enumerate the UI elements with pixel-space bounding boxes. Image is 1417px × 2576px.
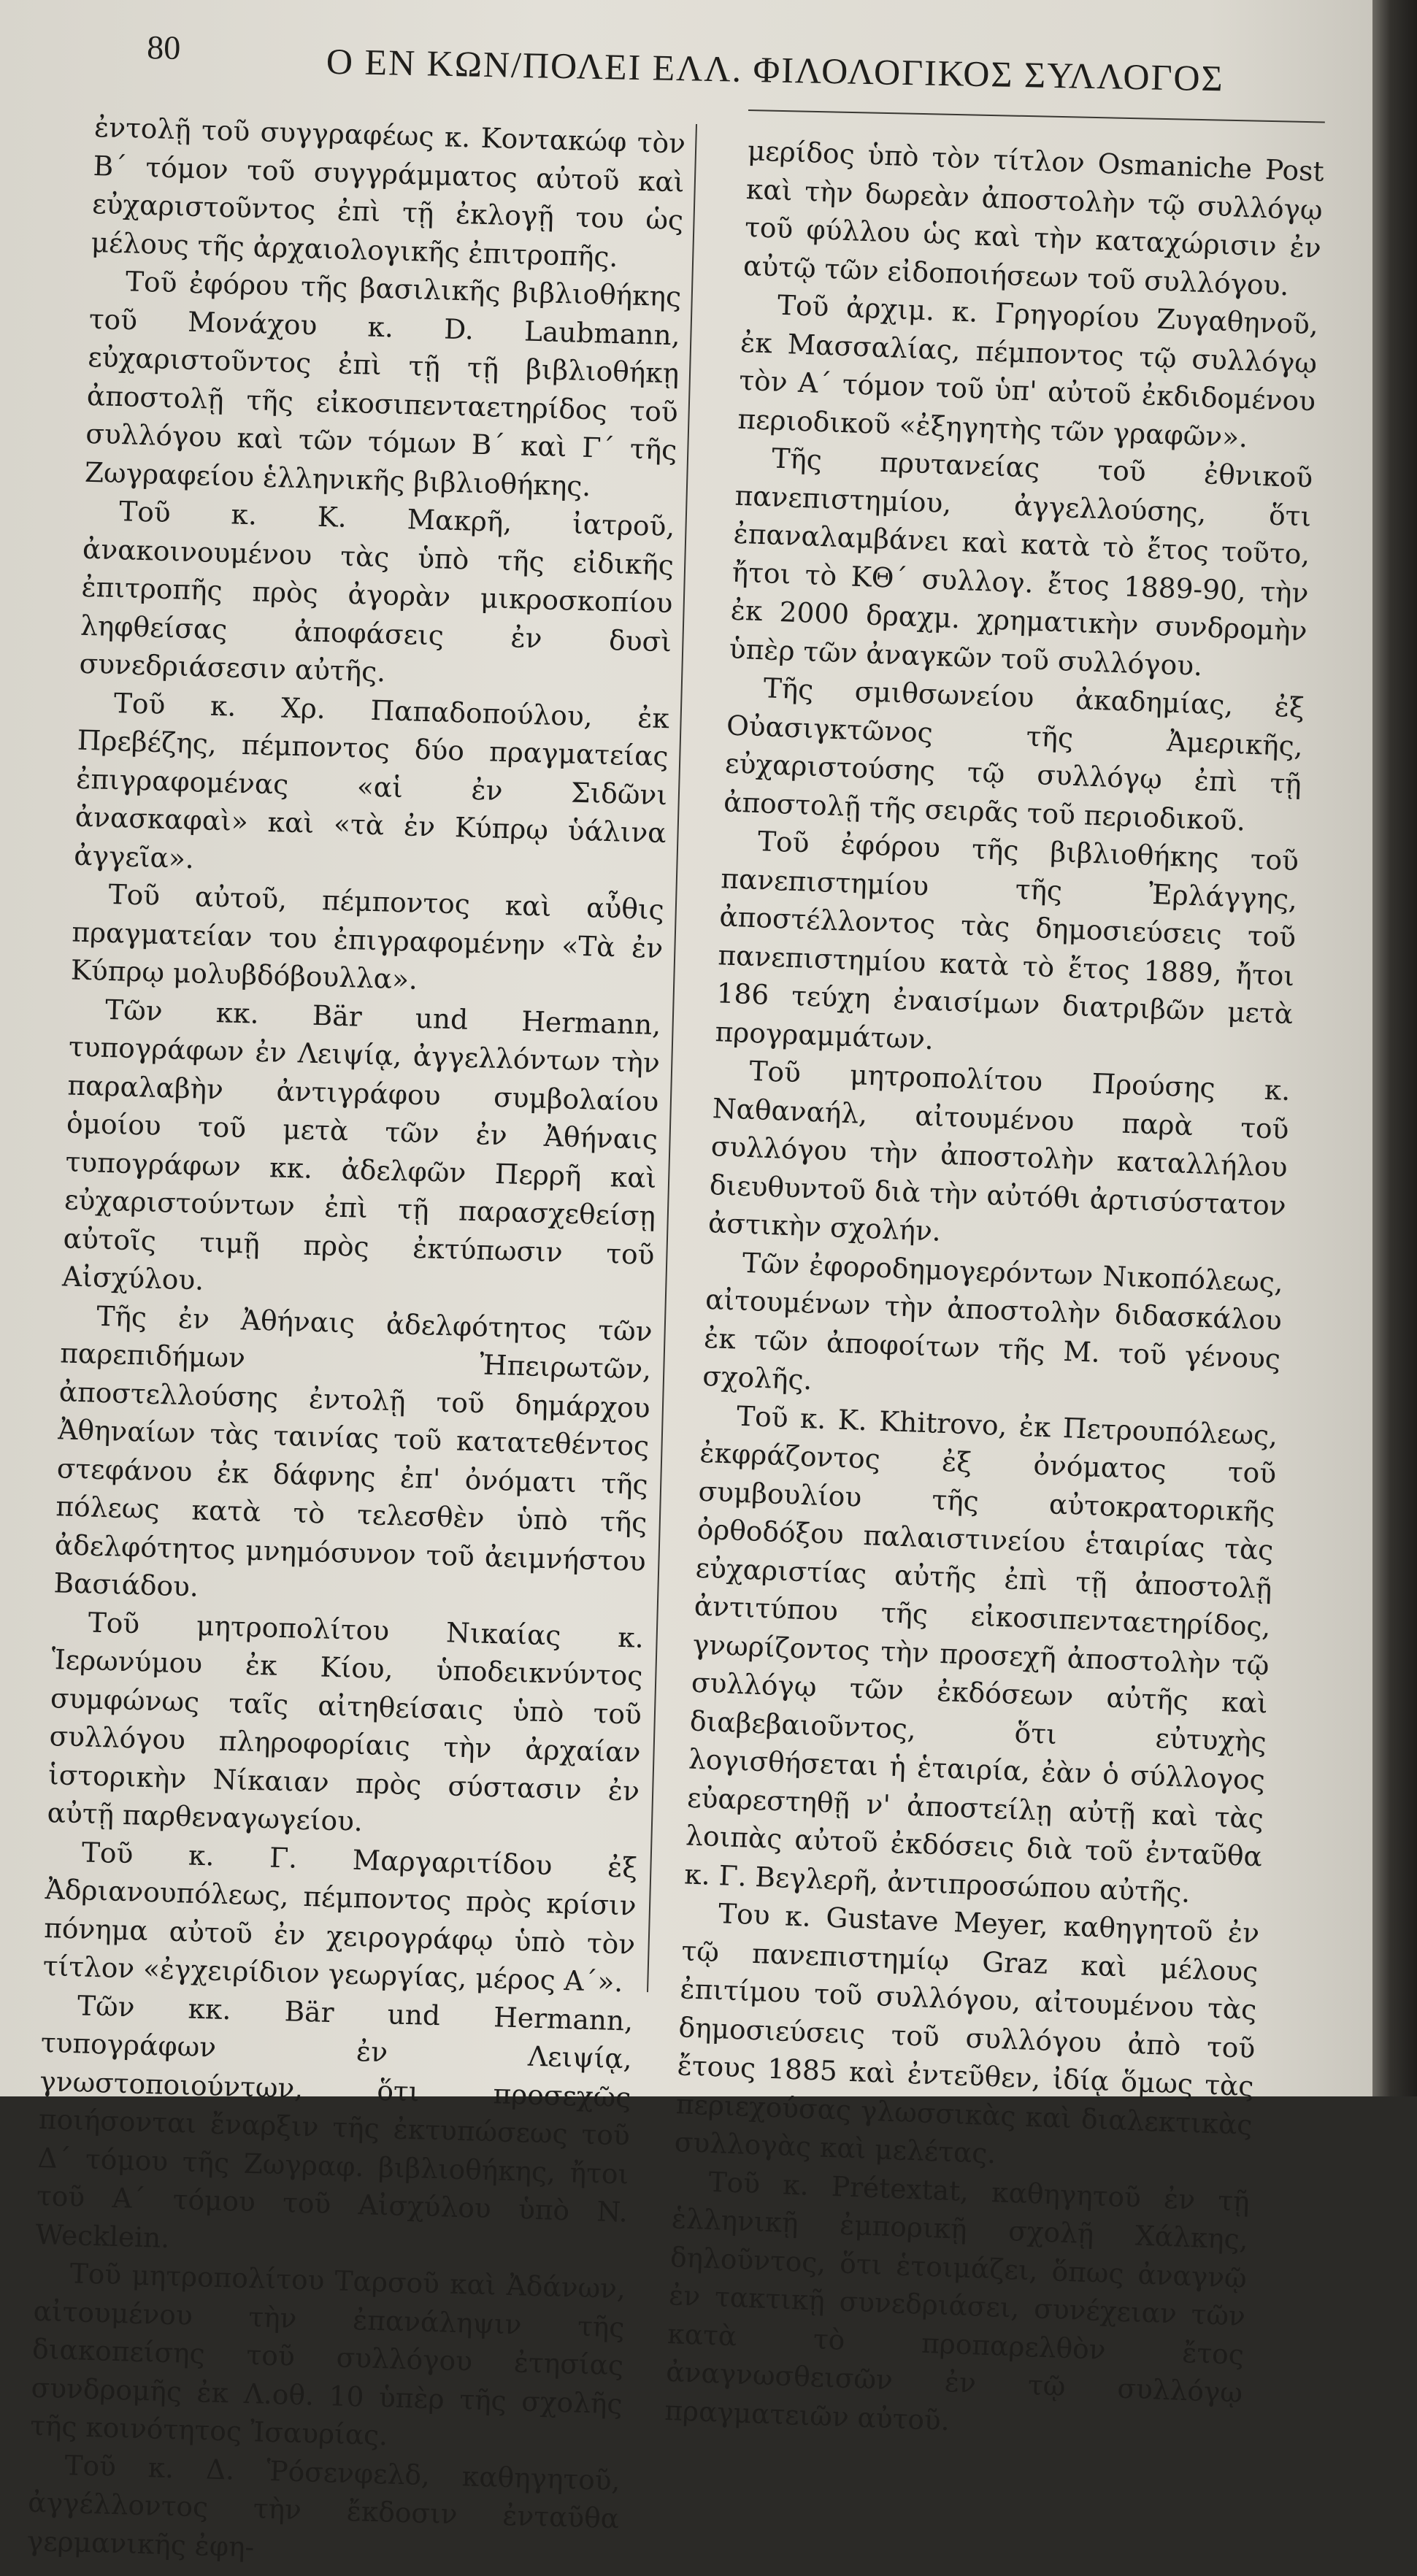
paragraph: Τοῦ κ. Κ. Khitrovo, ἐκ Πετρουπόλεως, ἐκφράζοντος ἐξ ὀνόματος τοῦ συμβουλίου τῆς αὐτοκρατορικῆς ὀρθοδόξου παλαιστινείου ἑταιρίας τὰς εὐχαριστίας αὐτῆς ἐπὶ τῇ ἀποστολῇ ἀντιτύπου τῆς εἰκοσιπενταετηρίδος, γνωρίζοντος τὴν προσεχῆ ἀποστολὴν τῷ συλλόγῳ τῶν ἐκδόσεων αὐτῆς καὶ διαβεβαιοῦντος, ὅτι εὐτυχὴς λογισθήσεται ἡ ἑταιρία, ἐὰν ὁ σύλλογος εὐαρεστηθῇ ν' ἀποστείλῃ αὐτῇ καὶ τὰς λοιπὰς αὐτοῦ ἐκδόσεις διὰ τοῦ ἐνταῦθα κ. Γ. Βεγλερῆ, ἀντιπροσώπου αὐτῆς. bbox=[683, 1399, 1278, 1909]
paragraph: Του κ. Gustave Meyer, καθηγητοῦ ἐν τῷ πανεπιστημίῳ Graz καὶ μέλους ἐπιτίμου τοῦ συλλόγου, αἰτουμένου τὰς δημοσιεύσεις τοῦ συλλόγου ἀπὸ τοῦ ἔτους 1885 καὶ ἐντεῦθεν, ἰδίᾳ ὅμως τὰς περιεχούσας γλωσσικὰς καὶ διαλεκτικὰς συλλογὰς καὶ μελέτας. bbox=[674, 1897, 1260, 2170]
paragraph: Τοῦ μητροπολίτου Νικαίας κ. Ἱερωνύμου ἐκ Κίου, ὑποδεικνύντος συμφώνως ταῖς αἰτηθείσαις ὑπὸ τοῦ συλλόγου πληροφορίαις τὴν ἀρχαίαν ἱστορικὴν Νίκαιαν πρὸς σύστασιν ἐν αὐτῇ παρθεναγωγείου. bbox=[47, 1606, 645, 1838]
paragraph: ἐντολῇ τοῦ συγγραφέως κ. Κοντακώφ τὸν Β΄ τόμον τοῦ συγγράμματος αὐτοῦ καὶ εὐχαριστοῦντος ἐπὶ τῇ ἐκλογῇ του ὡς μέλους τῆς ἀρχαιολογικῆς ἐπιτροπῆς. bbox=[91, 110, 686, 273]
paragraph: Τοῦ κ. Δ. Ῥόσενφελδ, καθηγητοῦ, ἀγγέλλοντος τὴν ἔκδοσιν ἐνταῦθα γερμανικῆς ἐφη- bbox=[26, 2448, 621, 2563]
paragraph: Τοῦ ἀρχιμ. κ. Γρηγορίου Ζυγαθηνοῦ, ἐκ Μασσαλίας, πέμποντος τῷ συλλόγῳ τὸν Α΄ τόμον τοῦ ὑπ' αὐτοῦ ἐκδιδομένου περιοδικοῦ «ἐξηγητὴς τῶν γραφῶν». bbox=[737, 288, 1319, 453]
paragraph: Τῶν κκ. Bär und Hermann, τυπογράφων ἐν Λειψίᾳ, ἀγγελλόντων τὴν παραλαβὴν ἀντιγράφου συμβολαίου ὁμοίου τοῦ μετὰ τῶν ἐν Ἀθήναις τυπογράφων κκ. ἀδελφῶν Περρῆ καὶ εὐχαριστούντων ἐπὶ τῇ παρασχεθείσῃ αὐτοῖς τιμῇ πρὸς ἐκτύπωσιν τοῦ Αἰσχύλου. bbox=[61, 993, 661, 1296]
paragraph: Τῆς σμιθσωνείου ἀκαδημίας, ἐξ Οὐασιγκτῶνος τῆς Ἀμερικῆς, εὐχαριστούσης τῷ συλλόγῳ ἐπὶ τῇ ἀποστολῇ τῆς σειρᾶς τοῦ περιοδικοῦ. bbox=[723, 672, 1305, 837]
binding-shadow bbox=[1372, 0, 1417, 2096]
left-column bbox=[26, 108, 686, 2576]
right-column bbox=[664, 131, 1325, 2450]
paragraph: Τῶν κκ. Bär und Hermann, τυπογράφων ἐν Λειψίᾳ, γνωστοποιούντων, ὅτι προσεχῶς ποιήσονται ἔναρξιν τῆς ἐκτυπώσεως τοῦ Δ΄ τόμου τῆς Ζωγραφ. βιβλιοθήκης, ἤτοι τοῦ Α΄ τόμου τοῦ Αἰσχύλου ὑπὸ N. Wecklein. bbox=[35, 1988, 634, 2254]
paragraph: Τῶν ἐφοροδημογερόντων Νικοπόλεως, αἰτουμένων τὴν ἀποστολὴν διδασκάλου ἐκ τῶν ἀποφοίτων τῆς Μ. τοῦ γένους σχολῆς. bbox=[702, 1246, 1284, 1396]
paragraph: Τοῦ κ. Γ. Μαργαριτίδου ἐξ Ἀδριανουπόλεως, πέμποντος πρὸς κρίσιν πόνημα αὐτοῦ ἐν χειρογράφῳ ὑπὸ τὸν τίτλον «ἐγχειρίδιον γεωργίας, μέρος Α΄». bbox=[42, 1835, 638, 1999]
page-number: 80 bbox=[146, 28, 181, 66]
paragraph: Τοῦ κ. Κ. Μακρῆ, ἰατροῦ, ἀνακοινουμένου τὰς ὑπὸ τῆς εἰδικῆς ἐπιτροπῆς πρὸς ἀγορὰν μικροσκοπίου ληφθείσας ἀποφάσεις ἐν δυσὶ συνεδριάσεσιν αὐτῆς. bbox=[79, 495, 675, 688]
paragraph: Τοῦ μητροπολίτου Προύσης κ. Ναθαναήλ, αἰτουμένου παρὰ τοῦ συλλόγου τὴν ἀποστολὴν καταλλήλου διευθυντοῦ διὰ τὴν αὐτόθι ἀρτισύστατον ἀστικὴν σχολήν. bbox=[707, 1054, 1291, 1247]
paragraph: Τοῦ ἐφόρου τῆς βασιλικῆς βιβλιοθήκης τοῦ Μονάχου κ. D. Laubmann, εὐχαριστοῦντος ἐπὶ τῇ τῇ βιβλιοθήκῃ ἀποστολῇ τῆς εἰκοσιπενταετηρίδος τοῦ συλλόγου καὶ τῶν τόμων Β΄ καὶ Γ΄ τῆς Ζωγραφείου ἑλληνικῆς βιβλιοθήκης. bbox=[84, 265, 682, 502]
paragraph: Τοῦ αὐτοῦ, πέμποντος καὶ αὖθις πραγματείαν του ἐπιγραφομένην «Τὰ ἐν Κύπρῳ μολυβδόβουλλα». bbox=[70, 877, 665, 996]
header-rule bbox=[748, 109, 1325, 123]
paragraph: Τῆς πρυτανείας τοῦ ἐθνικοῦ πανεπιστημίου, ἀγγελλούσης, ὅτι ἐπαναλαμβάνει καὶ κατὰ τὸ ἔτος τοῦτο, ἤτοι τὸ ΚΘ΄ συλλογ. ἔτος 1889-90, τὴν ἐκ 2000 δραχμ. χρηματικὴν συνδρομὴν ὑπὲρ τῶν ἀναγκῶν τοῦ συλλόγου. bbox=[729, 442, 1313, 682]
running-head: Ο ΕΝ ΚΩΝ/ΠΟΛΕΙ ΕΛΛ. ΦΙΛΟΛΟΓΙΚΟΣ ΣΥΛΛΟΓΟΣ bbox=[326, 40, 1225, 99]
paragraph: μερίδος ὑπὸ τὸν τίτλον Osmaniche Post καὶ τὴν δωρεὰν ἀποστολὴν τῷ συλλόγῳ τοῦ φύλλου ὡς καὶ τὴν καταχώρισιν ἐν αὐτῷ τῶν εἰδοποιήσεων τοῦ συλλόγου. bbox=[742, 134, 1325, 301]
paragraph: Τοῦ κ. Χρ. Παπαδοπούλου, ἐκ Πρεβέζης, πέμποντος δύο πραγματείας ἐπιγραφομένας «αἱ ἐν Σιδῶνι ἀνασκαφαὶ» καὶ «τὰ ἐν Κύπρῳ ὑάλινα ἀγγεῖα». bbox=[73, 686, 670, 874]
paragraph: Τοῦ κ. Prétextat, καθηγητοῦ ἐν τῇ ἑλληνικῇ ἐμπορικῇ σχολῇ Χάλκης, δηλοῦντος, ὅτι ἑτοιμάζει, ὅπως ἀναγνῷ ἐν τακτικῇ συνεδριάσει, συνέχειαν τῶν κατὰ τὸ προπαρελθὸν ἔτος ἀναγνωσθεισῶν ἐν τῷ συλλόγῳ πραγματειῶν αὐτοῦ. bbox=[664, 2165, 1251, 2437]
paragraph: Τοῦ μητροπολίτου Ταρσοῦ καὶ Ἀδάνων, αἰτουμένου τὴν ἐπανάληψιν τῆς διακοπείσης τοῦ συλλόγου ἐτησίας συνδρομῆς ἐκ Λ.οθ. 10 ὑπὲρ τῆς σχολῆς τῆς κοινότητος Ἰσαυρίας. bbox=[29, 2257, 626, 2452]
page-header bbox=[143, 22, 1326, 110]
paragraph: Τῆς ἐν Ἀθήναις ἀδελφότητος τῶν παρεπιδήμων Ἠπειρωτῶν, ἀποστελλούσης ἐντολῇ τοῦ δημάρχου Ἀθηναίων τὰς ταινίας τοῦ κατατεθέντος στεφάνου ἐκ δάφνης ἐπ' ὀνόματι τῆς πόλεως κατὰ τὸ τελεσθὲν ὑπὸ τῆς ἀδελφότητος μνημόσυνον τοῦ ἀειμνήστου Βασιάδου. bbox=[53, 1299, 653, 1603]
paragraph: Τοῦ ἐφόρου τῆς βιβλιοθήκης τοῦ πανεπιστημίου τῆς Ἐρλάγγης, ἀποστέλλοντος τὰς δημοσιεύσεις τοῦ πανεπιστημίου κατὰ τὸ ἔτος 1889, ἤτοι 186 τεύχη ἐναισίμων διατριβῶν μετὰ προγραμμάτων. bbox=[714, 825, 1299, 1056]
